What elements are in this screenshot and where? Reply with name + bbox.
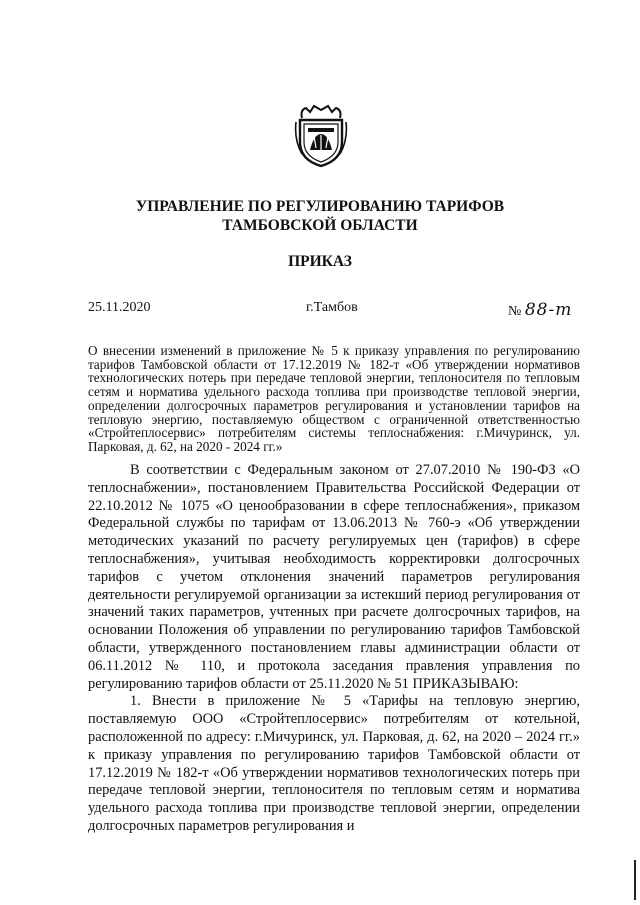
document-type-title: ПРИКАЗ [288, 253, 352, 270]
order-date: 25.11.2020 [88, 300, 151, 315]
order-number [508, 300, 572, 320]
order-body [88, 462, 580, 836]
order-number-label: № [508, 304, 522, 319]
organization-name-line1: УПРАВЛЕНИЕ ПО РЕГУЛИРОВАНИЮ ТАРИФОВ [135, 198, 505, 215]
order-number-handwritten: 88-т [524, 300, 573, 320]
coat-of-arms-emblem [292, 100, 350, 168]
preamble-paragraph: В соответствии с Федеральным законом от 27.07.2010 № 190-ФЗ «О теплоснабжении», постановлением Правительства Российской Федерации от 22.10.2012 № 1075 «О ценообразовании в сфере теплоснабжения», приказом Федеральной службы по тарифам от 13.06.2013 № 760-э «Об утверждении методических указаний по расчету регулируемых цен (тарифов) в сфере теплоснабжения», учитывая необходимость корректировки долгосрочных тарифов с учетом отклонения значений параметров регулирования деятельности регулируемой организации за истекший период регулирования от значений таких параметров, учтенных при расчете долгосрочных тарифов, на основании Положения об управлении по регулированию тарифов Тамбовской области, утвержденного постановлением главы администрации области от 06.11.2012 № 110, и протокола заседания правления управления по регулированию тарифов области от 25.11.2020 № 51 ПРИКАЗЫВАЮ: [88, 462, 580, 692]
organization-name-line2: ТАМБОВСКОЙ ОБЛАСТИ [222, 217, 418, 234]
clause-1-paragraph: 1. Внести в приложение № 5 «Тарифы на тепловую энергию, поставляемую ООО «Стройтеплосервис» потребителям от котельной, расположенной по адресу: г.Мичуринск, ул. Парковая, д. 62, на 2020 – 2024 гг.» к приказу управления по регулированию тарифов Тамбовской области от 17.12.2019 № 182-т «Об утверждении нормативов технологических потерь при передаче тепловой энергии, теплоносителя по тепловым сетям и норматива удельного расхода топлива при производстве тепловой энергии, определении долгосрочных параметров регулирования и [88, 693, 580, 834]
order-subject: О внесении изменений в приложение № 5 к приказу управления по регулированию тарифов Тамбовской области от 17.12.2019 № 182-т «Об утверждении нормативов технологических потерь при передаче тепловой энергии, теплоносителя по тепловым сетям и норматива удельного расхода топлива при производстве тепловой энергии, определении долгосрочных параметров регулирования и установлении тарифов на тепловую энергию, поставляемую обществом с ограниченной ответственностью «Стройтеплосервис» потребителям системы теплоснабжения: г.Мичуринск, ул. Парковая, д. 62, на 2020 - 2024 гг.» [88, 343, 580, 454]
scan-edge-mark [634, 860, 636, 900]
order-city: г.Тамбов [306, 300, 358, 315]
